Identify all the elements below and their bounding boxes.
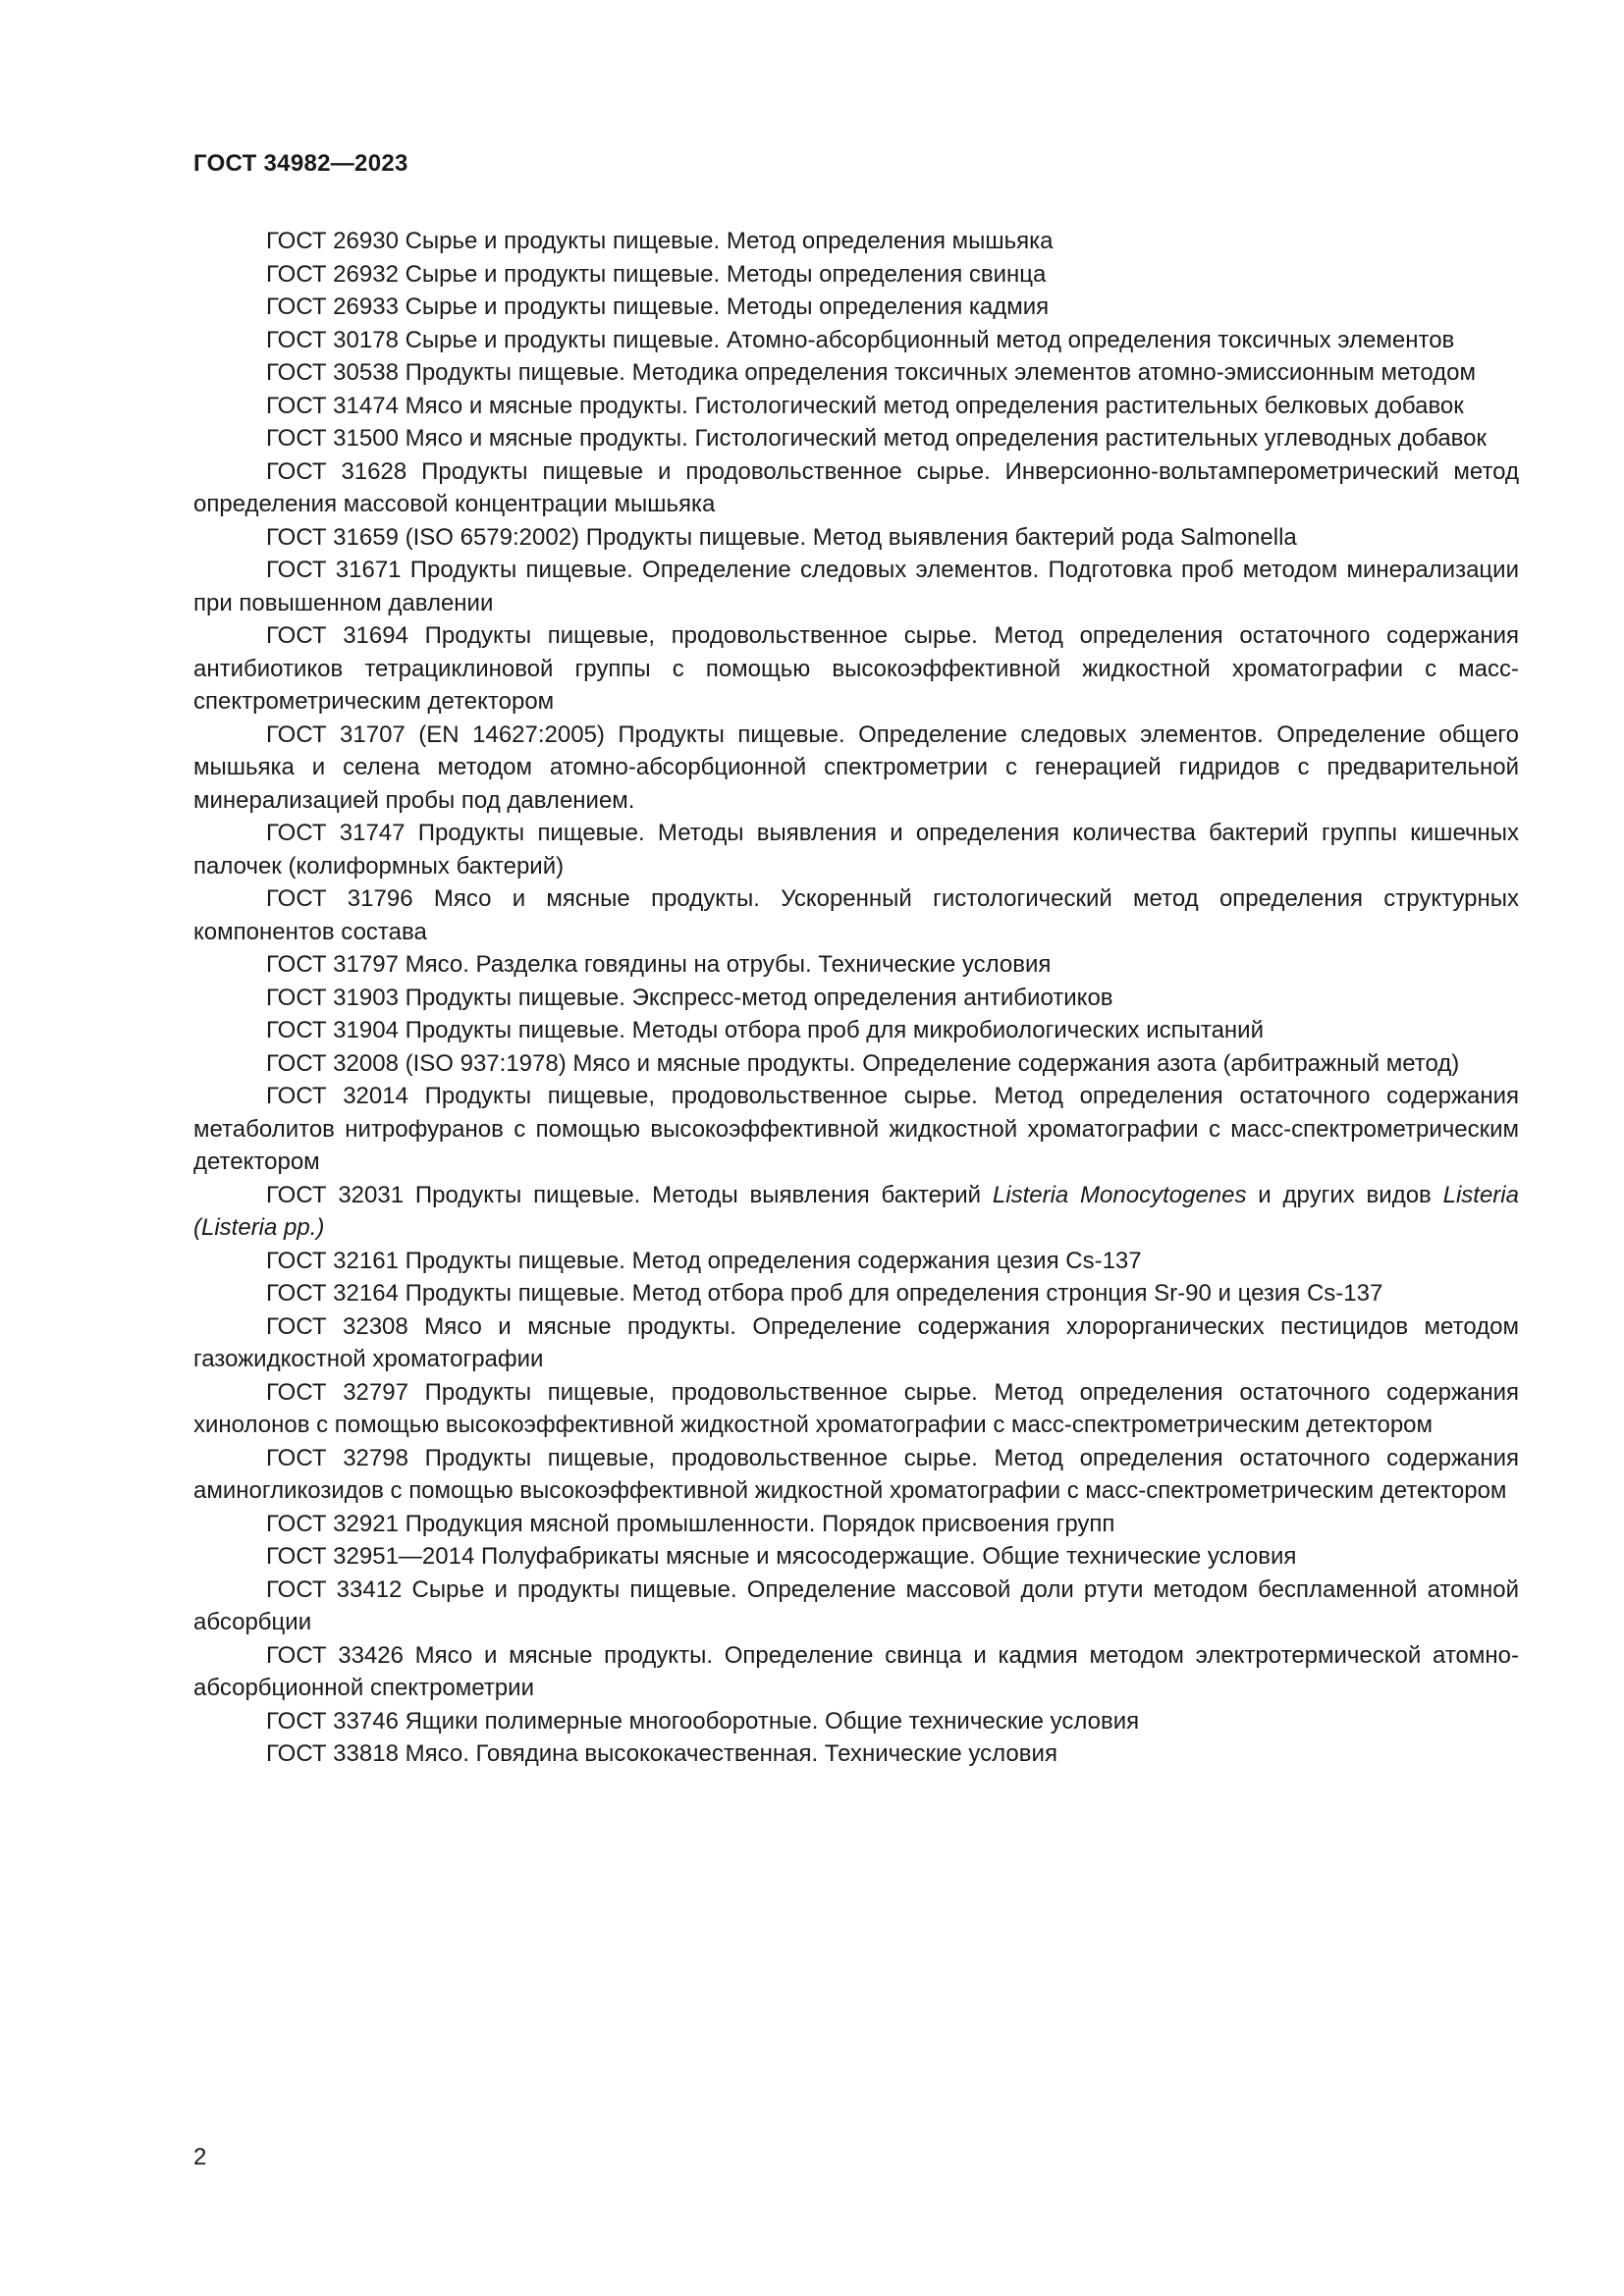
reference-item: ГОСТ 31671 Продукты пищевые. Определение следовых элементов. Подготовка проб методом минерализации при повышенном давлении: [193, 557, 1519, 616]
reference-item: ГОСТ 31707 (EN 14627:2005) Продукты пищевые. Определение следовых элементов. Определение общего мышьяка и селена методом атомно-абсорбционной спектрометрии с генерацией гидридов с предварительной минерализацией пробы под давлением.: [193, 721, 1519, 814]
reference-item: ГОСТ 26933 Сырье и продукты пищевые. Методы определения кадмия: [266, 294, 1050, 320]
reference-item: ГОСТ 33412 Сырье и продукты пищевые. Определение массовой доли ртути методом беспламенной атомной абсорбции: [193, 1575, 1519, 1635]
reference-item: ГОСТ 32798 Продукты пищевые, продовольственное сырье. Метод определения остаточного содержания аминогликозидов с помощью высокоэффективной жидкостной хроматографии с масс-спектрометрическим детектором: [193, 1444, 1519, 1504]
reference-item: ГОСТ 30178 Сырье и продукты пищевые. Атомно-абсорбционный метод определения токсичных элементов: [266, 326, 1455, 353]
reference-item: ГОСТ 32008 (ISO 937:1978) Мясо и мясные продукты. Определение содержания азота (арбитражный метод): [266, 1049, 1460, 1077]
reference-item: ГОСТ 31694 Продукты пищевые, продовольственное сырье. Метод определения остаточного содержания антибиотиков тетрациклиновой группы с помощью высокоэффективной жидкостной хроматографии с масс-спектрометрическим детектором: [193, 622, 1519, 715]
reference-item: ГОСТ 31796 Мясо и мясные продукты. Ускоренный гистологический метод определения структурных компонентов состава: [193, 885, 1519, 945]
reference-item: ГОСТ 32164 Продукты пищевые. Метод отбора проб для определения стронция Sr-90 и цезия Cs-137: [266, 1280, 1383, 1307]
reference-item: ГОСТ 33426 Мясо и мясные продукты. Определение свинца и кадмия методом электротермической атомно-абсорбционной спектрометрии: [193, 1641, 1519, 1701]
reference-item: ГОСТ 30538 Продукты пищевые. Методика определения токсичных элементов атомно-эмиссионным методом: [266, 359, 1476, 386]
reference-item: ГОСТ 32951—2014 Полуфабрикаты мясные и мясосодержащие. Общие технические условия: [266, 1543, 1297, 1570]
reference-item: ГОСТ 31797 Мясо. Разделка говядины на отрубы. Технические условия: [266, 951, 1052, 978]
reference-item: ГОСТ 32014 Продукты пищевые, продовольственное сырье. Метод определения остаточного содержания метаболитов нитрофуранов с помощью высокоэффективной жидкостной хроматографии с масс-спектрометрическим детектором: [193, 1083, 1519, 1175]
reference-item: ГОСТ 32308 Мясо и мясные продукты. Определение содержания хлорорганических пестицидов методом газожидкостной хроматографии: [193, 1312, 1519, 1372]
reference-text-segment: ГОСТ 32031 Продукты пищевые. Методы выявления бактерий: [266, 1181, 993, 1208]
page-number: 2: [193, 2144, 207, 2170]
reference-text-segment: и других видов: [1246, 1181, 1443, 1208]
species-name-italic: Listeria (Listeria pp.): [193, 1181, 1519, 1241]
reference-item: ГОСТ 32921 Продукция мясной промышленности. Порядок присвоения групп: [266, 1510, 1115, 1537]
normative-references-list: [193, 225, 1519, 1771]
species-name-italic: Listeria Monocytogenes: [992, 1181, 1247, 1208]
page-header-doc-code: ГОСТ 34982—2023: [193, 150, 408, 177]
reference-item: ГОСТ 31500 Мясо и мясные продукты. Гистологический метод определения растительных углеводных добавок: [266, 425, 1488, 452]
reference-item: ГОСТ 31747 Продукты пищевые. Методы выявления и определения количества бактерий группы кишечных палочек (колиформных бактерий): [193, 820, 1519, 880]
reference-item: ГОСТ 31659 (ISO 6579:2002) Продукты пищевые. Метод выявления бактерий рода Salmonella: [266, 523, 1297, 551]
reference-item: ГОСТ 32797 Продукты пищевые, продовольственное сырье. Метод определения остаточного содержания хинолонов с помощью высокоэффективной жидкостной хроматографии с масс-спектрометрическим детектором: [193, 1378, 1519, 1438]
reference-item: ГОСТ 32161 Продукты пищевые. Метод определения содержания цезия Cs-137: [266, 1247, 1142, 1274]
reference-item: [193, 1179, 1519, 1245]
reference-item: ГОСТ 26932 Сырье и продукты пищевые. Методы определения свинца: [266, 260, 1047, 288]
reference-item: ГОСТ 33818 Мясо. Говядина высококачественная. Технические условия: [266, 1740, 1057, 1767]
reference-item: ГОСТ 31903 Продукты пищевые. Экспресс-метод определения антибиотиков: [266, 984, 1113, 1011]
reference-item: ГОСТ 31904 Продукты пищевые. Методы отбора проб для микробиологических испытаний: [266, 1017, 1264, 1043]
reference-item: ГОСТ 33746 Ящики полимерные многооборотные. Общие технические условия: [266, 1707, 1140, 1735]
reference-item: ГОСТ 31628 Продукты пищевые и продовольственное сырье. Инверсионно-вольтамперометрический метод определения массовой концентрации мышьяка: [193, 457, 1519, 517]
reference-item: ГОСТ 26930 Сырье и продукты пищевые. Метод определения мышьяка: [266, 228, 1054, 254]
reference-item: ГОСТ 31474 Мясо и мясные продукты. Гистологический метод определения растительных белковых добавок: [266, 392, 1464, 419]
